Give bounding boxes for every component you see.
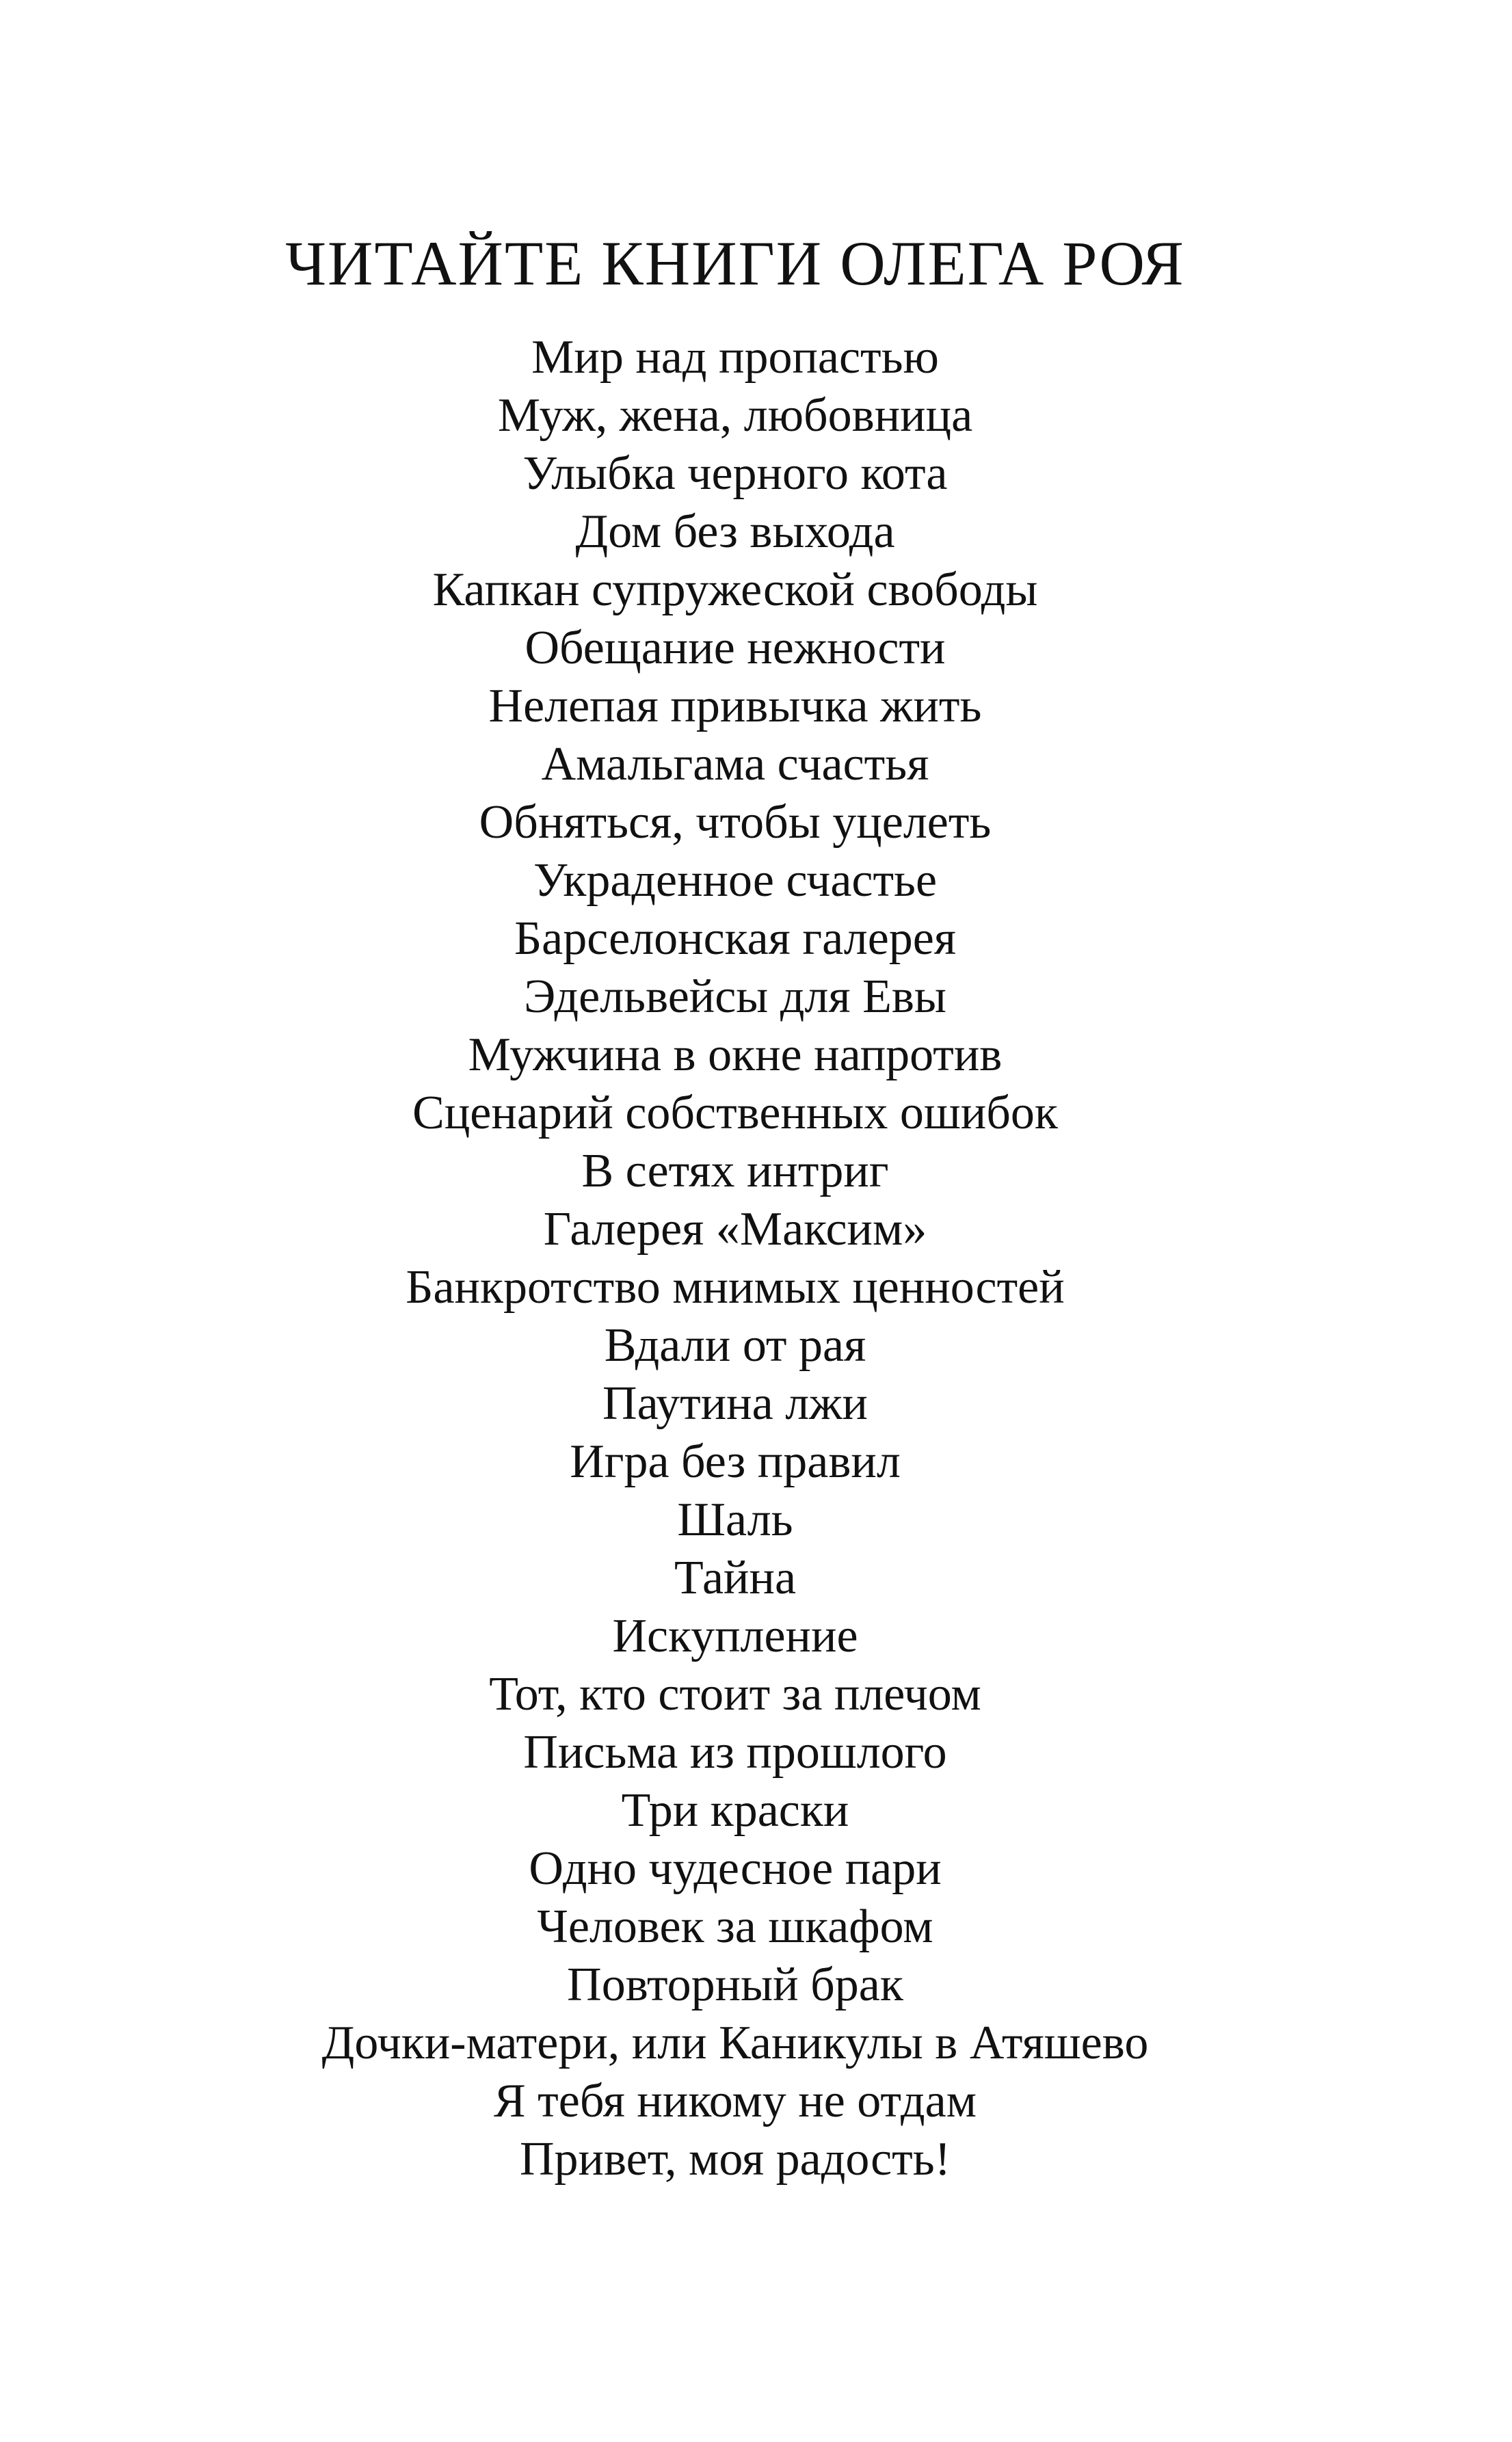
- book-title: Привет, моя радость!: [519, 2133, 951, 2186]
- book-title: Мужчина в окне напротив: [468, 1028, 1003, 1081]
- book-title: Письма из прошлого: [523, 1726, 947, 1779]
- book-title: Обняться, чтобы уцелеть: [479, 796, 992, 849]
- book-title: Повторный брак: [567, 1959, 903, 2011]
- book-title: Паутина лжи: [602, 1377, 868, 1430]
- book-title: Мир над пропастью: [531, 331, 939, 384]
- book-title: Улыбка черного кота: [522, 447, 948, 500]
- book-title: В сетях интриг: [581, 1145, 889, 1197]
- book-title: Дом без выхода: [575, 505, 895, 558]
- book-title: Сценарий собственных ошибок: [412, 1087, 1058, 1139]
- book-title: Галерея «Максим»: [543, 1203, 927, 1256]
- book-title: Вдали от рая: [604, 1319, 866, 1372]
- book-title: Шаль: [677, 1494, 793, 1546]
- book-title: Дочки-матери, или Каникулы в Атяшево: [321, 2017, 1149, 2069]
- book-title: Капкан супружеской свободы: [432, 563, 1038, 616]
- book-title: Амальгама счастья: [541, 738, 929, 791]
- book-title: Тот, кто стоит за плечом: [489, 1668, 981, 1721]
- book-title: Нелепая привычка жить: [488, 680, 982, 732]
- book-title: Барселонская галерея: [514, 912, 957, 965]
- book-title: Три краски: [621, 1784, 849, 1837]
- book-title: Обещание нежности: [525, 622, 946, 674]
- book-title: Человек за шкафом: [537, 1900, 933, 1953]
- book-title: Искупление: [612, 1610, 858, 1662]
- book-title: Тайна: [674, 1552, 797, 1604]
- book-title: Эдельвейсы для Евы: [524, 970, 946, 1023]
- page-title: ЧИТАЙТЕ КНИГИ ОЛЕГА РОЯ: [285, 228, 1185, 298]
- book-title: Муж, жена, любовница: [497, 389, 973, 442]
- book-title: Одно чудесное пари: [529, 1842, 942, 1895]
- book-title: Я тебя никому не отдам: [493, 2075, 977, 2127]
- book-list: [0, 328, 1470, 2188]
- book-title: Банкротство мнимых ценностей: [406, 1261, 1065, 1314]
- book-title: Украденное счастье: [533, 854, 938, 907]
- book-title: Игра без правил: [570, 1435, 901, 1488]
